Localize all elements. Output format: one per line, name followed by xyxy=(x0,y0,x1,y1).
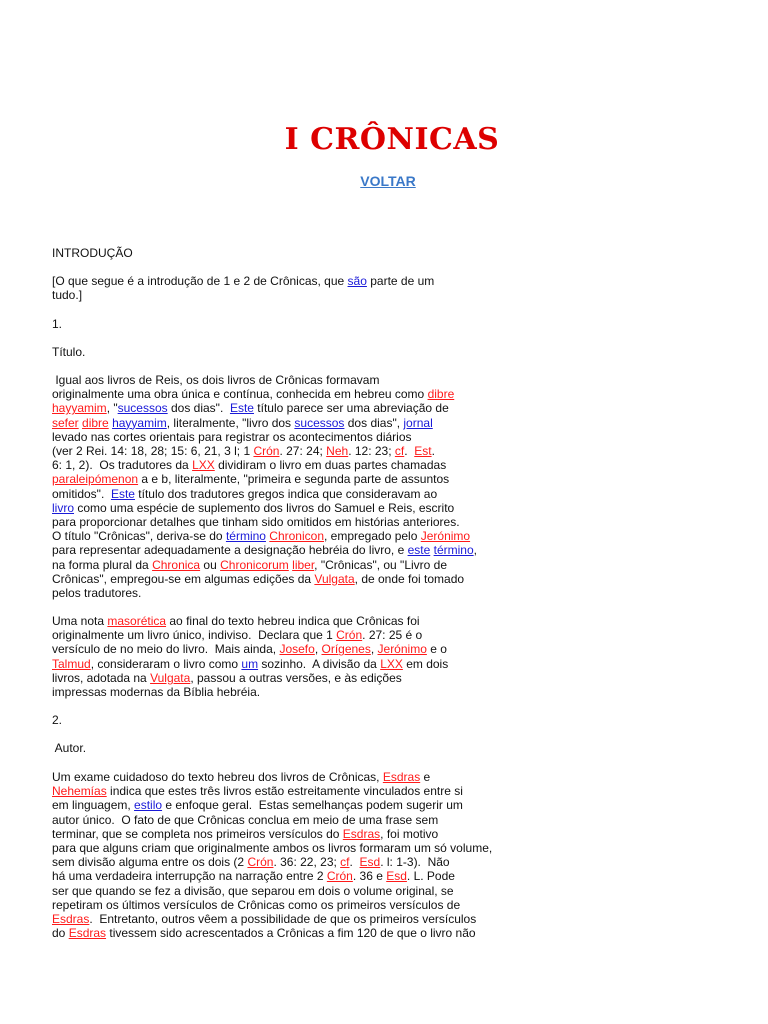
text-line xyxy=(52,855,492,869)
text-line xyxy=(52,458,477,472)
text-run: . 12: 23; xyxy=(348,444,395,459)
inline-link[interactable]: LXX xyxy=(192,458,215,473)
inline-link[interactable]: paraleipómenon xyxy=(52,472,139,487)
text-line xyxy=(52,741,86,755)
inline-link[interactable]: Josefo xyxy=(279,642,315,657)
text-run: e o xyxy=(426,642,447,657)
text-run: , foi motivo xyxy=(380,826,439,841)
text-run: . l: 1-3). Não xyxy=(380,855,450,870)
back-link[interactable]: VOLTAR xyxy=(360,173,416,189)
text-line xyxy=(52,487,477,501)
text-line xyxy=(52,713,62,727)
inline-link[interactable]: masorética xyxy=(107,614,167,628)
text-run: Igual aos livros de Reis, os dois livros de Crônicas formavam xyxy=(52,373,380,387)
text-run: , de onde foi tomado xyxy=(354,571,465,586)
text-run: ser que quando se fez a divisão, que separou em dois o volume original, se xyxy=(52,883,454,898)
text-run: repetiram os últimos versículos de Crônicas como os primeiros versículos de xyxy=(52,897,461,912)
text-run: 1. xyxy=(52,317,63,331)
text-run: parte de um xyxy=(366,274,435,288)
text-line xyxy=(52,586,477,600)
text-run: impressas modernas da Bíblia hebréia. xyxy=(52,685,261,700)
text-line xyxy=(52,274,434,288)
text-line xyxy=(52,884,492,898)
text-run: Título. xyxy=(52,345,86,359)
inline-link[interactable]: Crón xyxy=(253,444,280,459)
inline-link[interactable]: Esd xyxy=(359,855,381,870)
inline-link[interactable]: liber xyxy=(292,557,315,572)
text-line xyxy=(52,317,62,331)
text-run: em linguagem, xyxy=(52,798,135,813)
text-run: , "Crônicas", ou "Livro de xyxy=(314,557,448,572)
inline-link[interactable]: Est xyxy=(414,444,432,459)
text-block xyxy=(52,345,85,359)
text-line xyxy=(52,869,492,883)
text-line xyxy=(52,798,492,812)
inline-link[interactable]: Vulgata xyxy=(150,670,191,685)
text-line xyxy=(52,373,477,387)
text-run: . 27: 25 é o xyxy=(362,628,423,643)
text-run: a e b, literalmente, "primeira e segunda parte de assuntos xyxy=(138,472,450,487)
text-run: pelos tradutores. xyxy=(52,586,142,601)
inline-link[interactable]: Esdras xyxy=(382,770,421,784)
text-run: título dos tradutores gregos indica que consideravam ao xyxy=(134,486,438,501)
text-run: (ver 2 Rei. 14: 18, 28; 15: 6, 21, 3 l; 1 xyxy=(52,444,254,459)
text-run: há uma verdadeira interrupção na narração entre 2 xyxy=(52,869,327,884)
text-run: tudo.] xyxy=(52,288,83,303)
text-line xyxy=(52,401,477,415)
inline-link[interactable]: Chronicorum xyxy=(220,557,289,572)
text-run: omitidos". xyxy=(52,486,111,501)
text-line xyxy=(52,657,448,671)
inline-link[interactable]: Jerónimo xyxy=(377,642,427,657)
inline-link[interactable]: Este xyxy=(110,486,135,501)
text-run: 2. xyxy=(52,713,63,727)
text-block xyxy=(52,373,477,600)
text-run: para proporcionar detalhes que tinham sido omitidos em histórias anteriores. xyxy=(52,515,460,530)
text-run: , literalmente, "livro dos xyxy=(166,415,295,430)
text-block xyxy=(52,713,62,727)
text-run: O título "Crônicas", deriva-se do xyxy=(52,529,226,544)
text-line xyxy=(52,288,434,302)
inline-link[interactable]: dibre xyxy=(82,415,109,430)
text-run: e xyxy=(420,770,431,784)
inline-link[interactable]: hayyamim xyxy=(52,401,107,416)
inline-link[interactable]: Jerónimo xyxy=(420,529,471,544)
text-block xyxy=(52,614,448,699)
text-run: como uma espécie de suplemento dos livros do Samuel e Reis, escrito xyxy=(74,500,455,515)
inline-link[interactable]: Crón xyxy=(326,869,353,884)
text-line xyxy=(52,912,492,926)
text-block xyxy=(52,246,133,260)
inline-link[interactable]: Esdras xyxy=(52,912,90,927)
text-line xyxy=(52,841,492,855)
text-run: terminar, que se completa nos primeiros versículos do xyxy=(52,826,343,841)
text-run: , consideraram o livro como xyxy=(90,656,242,671)
text-run: ao final do texto hebreu indica que Crônicas foi xyxy=(166,614,420,628)
text-run: originalmente uma obra única e contínua, conhecida em hebreu como xyxy=(52,387,428,402)
text-run: ou xyxy=(200,557,221,572)
inline-link[interactable]: Chronica xyxy=(152,557,201,572)
inline-link[interactable]: hayyamim xyxy=(112,415,167,430)
text-line xyxy=(52,685,448,699)
text-line xyxy=(52,345,85,359)
text-line xyxy=(52,430,477,444)
text-run: . 36: 22, 23; xyxy=(273,855,341,870)
inline-link[interactable]: LXX xyxy=(380,656,403,671)
text-line xyxy=(52,926,492,940)
text-run: Um exame cuidadoso do texto hebreu dos livros de Crônicas, xyxy=(52,770,383,784)
text-run: 6: 1, 2). Os tradutores da xyxy=(52,458,193,473)
inline-link[interactable]: Este xyxy=(229,401,254,416)
text-line xyxy=(52,827,492,841)
inline-link[interactable]: Esdras xyxy=(342,826,381,841)
text-line xyxy=(52,572,477,586)
text-run: Autor. xyxy=(52,741,87,755)
page-title: I CRÔNICAS xyxy=(284,122,500,157)
text-run: do xyxy=(52,926,69,941)
text-line xyxy=(52,784,492,798)
inline-link[interactable]: término xyxy=(225,529,266,544)
text-run: originalmente um livro único, indiviso. Declara que 1 xyxy=(52,628,337,643)
text-run: para que alguns criam que originalmente ambos os livros formaram um só volume, xyxy=(52,841,493,856)
text-run: , xyxy=(370,642,378,657)
text-line xyxy=(52,628,448,642)
text-line xyxy=(52,416,477,430)
text-run: , xyxy=(473,543,477,558)
text-run: [O que segue é a introdução de 1 e 2 de Crônicas, que xyxy=(52,274,348,288)
text-run: e enfoque geral. Estas semelhanças podem sugerir um xyxy=(162,798,463,813)
inline-link[interactable]: sefer xyxy=(52,415,79,430)
text-run: Uma nota xyxy=(52,614,108,628)
inline-link[interactable]: Esdras xyxy=(68,926,107,941)
text-run: . L. Pode xyxy=(406,869,455,884)
text-run: . 36 e xyxy=(352,869,387,884)
inline-link[interactable]: dibre xyxy=(427,387,455,402)
text-run: Crônicas", empregou-se em algumas edições da xyxy=(52,571,315,586)
inline-link[interactable]: cf xyxy=(394,444,405,459)
text-run: sem divisão alguma entre os dois (2 xyxy=(52,855,248,870)
text-run: livros, adotada na xyxy=(52,670,151,685)
inline-link[interactable]: término xyxy=(433,543,474,558)
text-line xyxy=(52,387,477,401)
inline-link[interactable]: Chronicon xyxy=(269,529,324,544)
text-run: título parece ser uma abreviação de xyxy=(253,401,449,416)
inline-link[interactable]: este xyxy=(407,543,431,558)
text-run: . 27: 24; xyxy=(279,444,327,459)
inline-link[interactable]: Nehemías xyxy=(52,784,107,799)
inline-link[interactable]: cf xyxy=(340,855,350,870)
text-line xyxy=(52,558,477,572)
text-block xyxy=(52,770,492,940)
inline-link[interactable]: livro xyxy=(52,500,75,515)
text-run: . xyxy=(349,855,360,870)
text-run: , empregado pelo xyxy=(324,529,421,544)
inline-link[interactable]: sucessos xyxy=(294,415,345,430)
text-run: dividiram o livro em duas partes chamadas xyxy=(214,458,447,473)
text-run: dos dias". xyxy=(167,401,230,416)
inline-link[interactable]: Crón xyxy=(247,855,274,870)
text-run: , passou a outras versões, e às edições xyxy=(190,670,402,685)
text-line xyxy=(52,246,133,260)
text-line xyxy=(52,898,492,912)
text-run: versículo de no meio do livro. Mais ainda, xyxy=(52,642,280,657)
inline-link[interactable]: sucessos xyxy=(117,401,168,416)
text-line xyxy=(52,472,477,486)
text-run: , " xyxy=(106,401,118,416)
text-line xyxy=(52,642,448,656)
inline-link[interactable]: um xyxy=(241,656,259,671)
text-line xyxy=(52,501,477,515)
text-run: . xyxy=(404,444,415,459)
text-block xyxy=(52,274,434,302)
text-line xyxy=(52,770,492,784)
text-line xyxy=(52,614,448,628)
inline-link[interactable]: Crón xyxy=(336,628,363,643)
inline-link[interactable]: Orígenes xyxy=(321,642,371,657)
text-run: em dois xyxy=(402,656,449,671)
inline-link[interactable]: estilo xyxy=(134,798,163,813)
text-run: , xyxy=(314,642,322,657)
text-line xyxy=(52,671,448,685)
text-block xyxy=(52,317,62,331)
text-run: . xyxy=(431,444,435,459)
inline-link[interactable]: Vulgata xyxy=(314,571,355,586)
text-line xyxy=(52,543,477,557)
text-run: . Entretanto, outros vêem a possibilidade de que os primeiros versículos xyxy=(89,912,477,927)
text-line xyxy=(52,444,477,458)
text-run: indica que estes três livros estão estreitamente vinculados entre si xyxy=(106,784,463,799)
text-block xyxy=(52,741,86,755)
text-run: para representar adequadamente a designação hebréia do livro, e xyxy=(52,543,408,558)
text-line xyxy=(52,813,492,827)
text-run: tivessem sido acrescentados a Crônicas a fim 120 de que o livro não xyxy=(106,926,476,941)
text-line xyxy=(52,515,477,529)
inline-link[interactable]: são xyxy=(347,274,367,288)
inline-link[interactable]: Talmud xyxy=(52,656,91,671)
text-run: dos dias", xyxy=(344,415,404,430)
inline-link[interactable]: jornal xyxy=(403,415,433,430)
text-line xyxy=(52,529,477,543)
inline-link[interactable]: Esd xyxy=(386,869,407,884)
text-run: autor único. O fato de que Crônicas conclua em meio de uma frase sem xyxy=(52,812,439,827)
text-run: levado nas cortes orientais para registrar os acontecimentos diários xyxy=(52,429,412,444)
text-run: INTRODUÇÃO xyxy=(52,246,133,260)
text-run: na forma plural da xyxy=(52,557,153,572)
text-run: sozinho. A divisão da xyxy=(258,656,381,671)
inline-link[interactable]: Neh xyxy=(326,444,349,459)
